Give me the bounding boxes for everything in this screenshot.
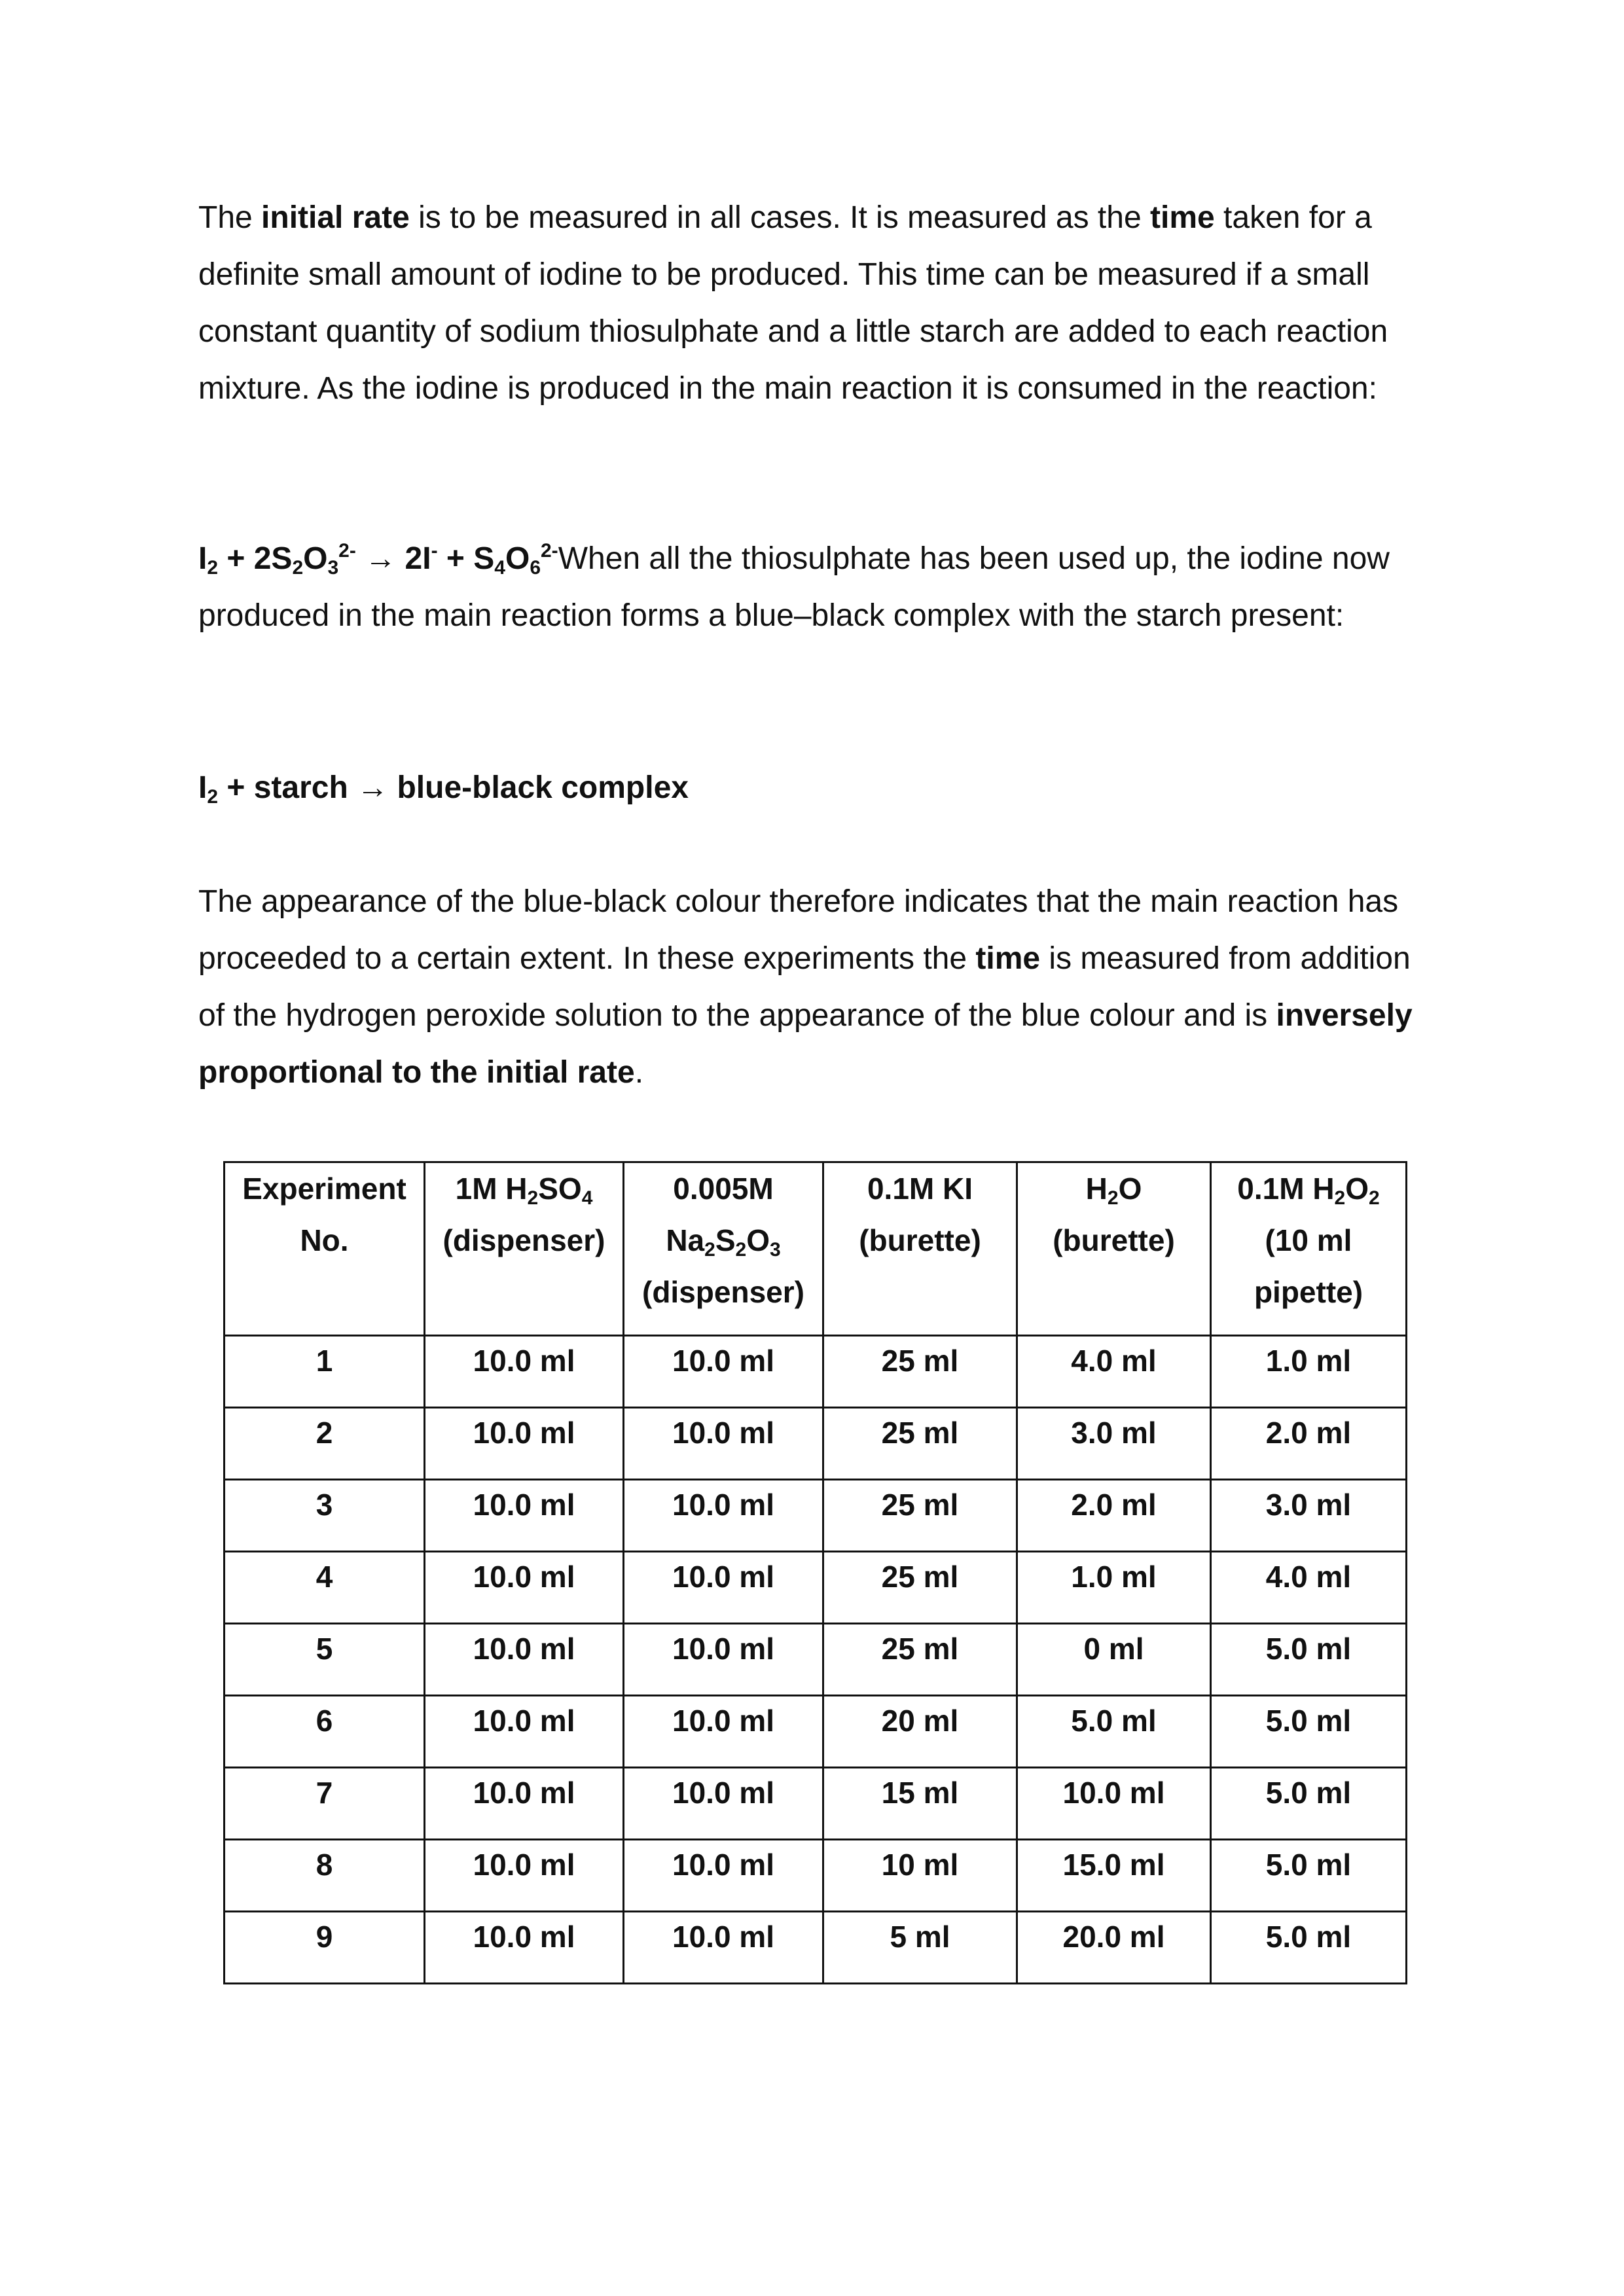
table-row xyxy=(225,1552,1407,1624)
cell-na2s2o3: 10.0 ml xyxy=(624,1336,823,1408)
cell-ki: 10 ml xyxy=(823,1840,1017,1912)
header-h2o: $H_2O$ (burette) xyxy=(1017,1162,1211,1336)
cell-na2s2o3: 10.0 ml xyxy=(624,1840,823,1912)
cell-experiment-no: 2 xyxy=(225,1408,425,1480)
equation-starch: $I_2$ + starch → blue-black complex xyxy=(198,770,689,808)
header-experiment-no: Experiment No. xyxy=(225,1162,425,1336)
cell-na2s2o3: 10.0 ml xyxy=(624,1624,823,1696)
paragraph-initial-rate: The initial rate is to be measured in all cases. It is measured as the time taken for a definite small amount of iodine to be produced. This time can be measured if a small constant quantity of sodium thiosulphate and a little starch are added to each reaction mixture. As the iodine is produced in the main reaction it is consumed in the reaction: xyxy=(198,200,1388,406)
cell-ki: 25 ml xyxy=(823,1552,1017,1624)
cell-h2so4: 10.0 ml xyxy=(425,1480,624,1552)
header-h2o2: 0.1M $H_2O_2$ (10 ml pipette) xyxy=(1211,1162,1407,1336)
cell-h2so4: 10.0 ml xyxy=(425,1624,624,1696)
table-row xyxy=(225,1696,1407,1768)
cell-h2o2: 5.0 ml xyxy=(1211,1768,1407,1840)
cell-h2o2: 3.0 ml xyxy=(1211,1480,1407,1552)
cell-h2o2: 2.0 ml xyxy=(1211,1408,1407,1480)
cell-h2o2: 5.0 ml xyxy=(1211,1696,1407,1768)
cell-h2so4: 10.0 ml xyxy=(425,1552,624,1624)
table-row xyxy=(225,1768,1407,1840)
cell-h2o2: 5.0 ml xyxy=(1211,1840,1407,1912)
cell-experiment-no: 8 xyxy=(225,1840,425,1912)
cell-h2o2: 5.0 ml xyxy=(1211,1912,1407,1984)
experiment-table xyxy=(223,1161,1407,1984)
cell-ki: 25 ml xyxy=(823,1480,1017,1552)
cell-h2o: 15.0 ml xyxy=(1017,1840,1211,1912)
cell-h2o2: 4.0 ml xyxy=(1211,1552,1407,1624)
header-ki: 0.1M KI (burette) xyxy=(823,1162,1017,1336)
cell-na2s2o3: 10.0 ml xyxy=(624,1480,823,1552)
cell-experiment-no: 1 xyxy=(225,1336,425,1408)
cell-ki: 15 ml xyxy=(823,1768,1017,1840)
cell-h2o: 5.0 ml xyxy=(1017,1696,1211,1768)
table-header-row xyxy=(225,1162,1407,1336)
cell-na2s2o3: 10.0 ml xyxy=(624,1696,823,1768)
cell-experiment-no: 3 xyxy=(225,1480,425,1552)
cell-h2so4: 10.0 ml xyxy=(425,1696,624,1768)
cell-ki: 20 ml xyxy=(823,1696,1017,1768)
cell-h2so4: 10.0 ml xyxy=(425,1912,624,1984)
cell-na2s2o3: 10.0 ml xyxy=(624,1408,823,1480)
cell-h2o: 1.0 ml xyxy=(1017,1552,1211,1624)
cell-ki: 25 ml xyxy=(823,1336,1017,1408)
cell-ki: 25 ml xyxy=(823,1624,1017,1696)
cell-h2o: 3.0 ml xyxy=(1017,1408,1211,1480)
cell-h2so4: 10.0 ml xyxy=(425,1840,624,1912)
cell-experiment-no: 6 xyxy=(225,1696,425,1768)
table-row xyxy=(225,1480,1407,1552)
cell-h2o: 2.0 ml xyxy=(1017,1480,1211,1552)
equation-thiosulphate: $I_2 + 2S_2O_3^{2-} \to 2I^-$ + $S_4O_6^{2-}When$ all the thiosulphate has been used up, the iodine now produced in the main reaction forms a blue–black complex with the starch present: xyxy=(198,540,1390,633)
cell-ki: 25 ml xyxy=(823,1408,1017,1480)
table-row xyxy=(225,1912,1407,1984)
table-row xyxy=(225,1408,1407,1480)
cell-na2s2o3: 10.0 ml xyxy=(624,1552,823,1624)
table-row xyxy=(225,1840,1407,1912)
cell-h2o: 0 ml xyxy=(1017,1624,1211,1696)
cell-h2so4: 10.0 ml xyxy=(425,1768,624,1840)
header-h2so4: 1M $H_2SO_4$ (dispenser) xyxy=(425,1162,624,1336)
cell-h2o2: 1.0 ml xyxy=(1211,1336,1407,1408)
cell-h2o: 4.0 ml xyxy=(1017,1336,1211,1408)
cell-h2o: 10.0 ml xyxy=(1017,1768,1211,1840)
cell-h2so4: 10.0 ml xyxy=(425,1336,624,1408)
cell-na2s2o3: 10.0 ml xyxy=(624,1912,823,1984)
cell-experiment-no: 4 xyxy=(225,1552,425,1624)
header-na2s2o3: 0.005M $Na_2S_2O_3$ (dispenser) xyxy=(624,1162,823,1336)
cell-h2so4: 10.0 ml xyxy=(425,1408,624,1480)
cell-h2o: 20.0 ml xyxy=(1017,1912,1211,1984)
table-row xyxy=(225,1336,1407,1408)
paragraph-blue-black-colour: The appearance of the blue-black colour therefore indicates that the main reaction has proceeded to a certain extent. In these experiments the time is measured from addition of the hydrogen peroxide solution to the appearance of the blue colour and is inversely proportional to the initial rate. xyxy=(198,884,1413,1090)
cell-experiment-no: 5 xyxy=(225,1624,425,1696)
cell-na2s2o3: 10.0 ml xyxy=(624,1768,823,1840)
cell-experiment-no: 9 xyxy=(225,1912,425,1984)
cell-h2o2: 5.0 ml xyxy=(1211,1624,1407,1696)
table-row xyxy=(225,1624,1407,1696)
cell-experiment-no: 7 xyxy=(225,1768,425,1840)
cell-ki: 5 ml xyxy=(823,1912,1017,1984)
